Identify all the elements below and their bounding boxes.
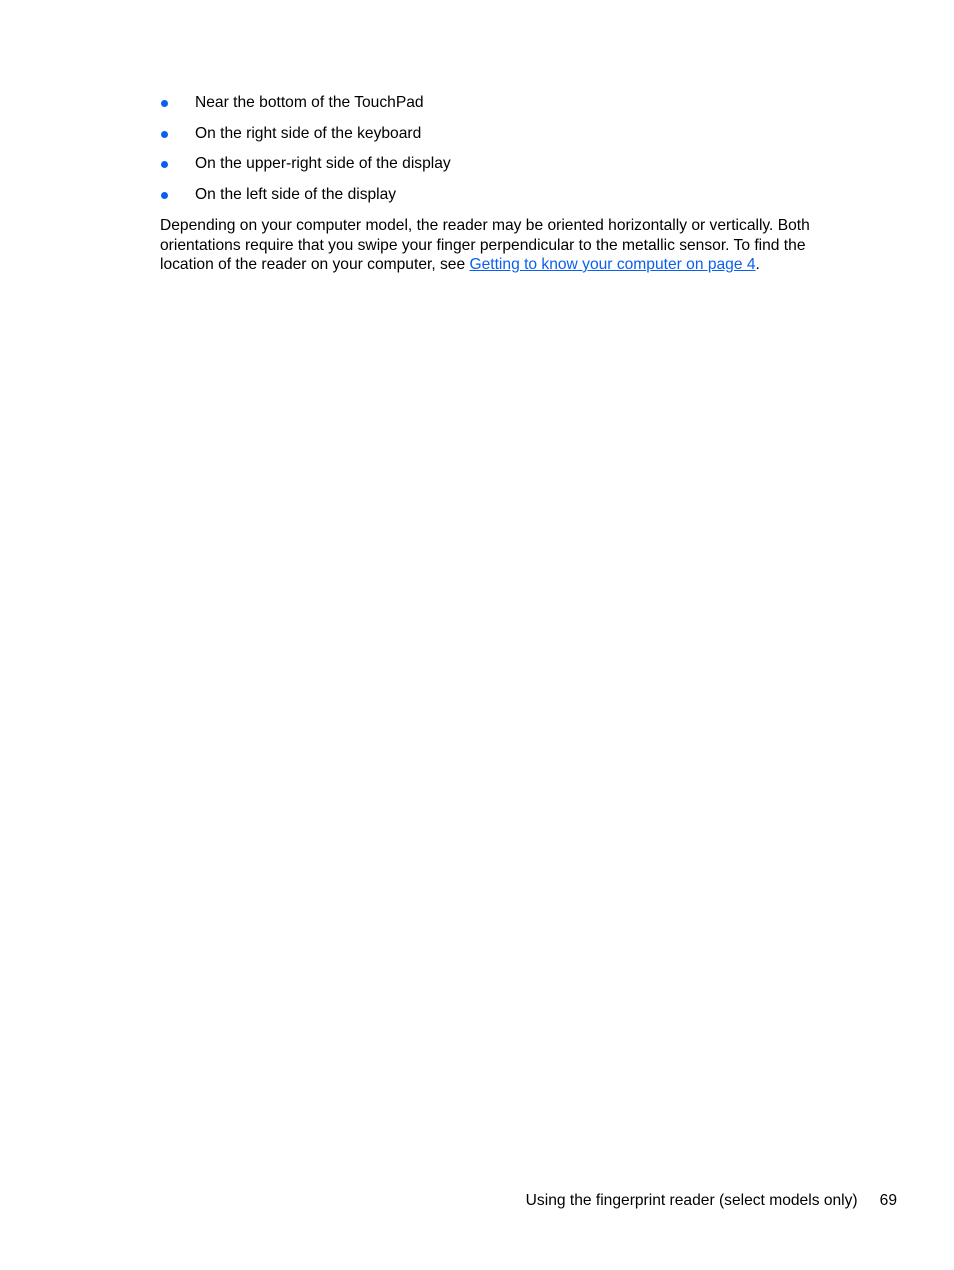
paragraph-text: Depending on your computer model, the reader may be oriented horizontally or vertically. Both orientations require that you swipe your finger perpendicular to the metallic sensor. To find the location of the reader on your computer, see xyxy=(160,217,810,273)
bullet-text: On the right side of the keyboard xyxy=(195,124,422,142)
footer-section-title: Using the fingerprint reader (select models only) xyxy=(525,1192,858,1209)
bullet-text: On the left side of the display xyxy=(195,186,397,204)
cross-reference-link[interactable]: Getting to know your computer on page 4 xyxy=(469,256,756,273)
page-number: 69 xyxy=(879,1192,897,1209)
bullet-icon xyxy=(161,131,168,138)
paragraph-text-end: . xyxy=(755,256,760,273)
bullet-icon xyxy=(161,192,168,199)
bullet-icon xyxy=(161,161,168,168)
bullet-text: Near the bottom of the TouchPad xyxy=(195,94,424,111)
bullet-icon xyxy=(161,100,168,107)
page-footer xyxy=(526,1191,897,1211)
body-paragraph xyxy=(160,216,850,275)
bullet-text: On the upper-right side of the display xyxy=(195,155,451,173)
